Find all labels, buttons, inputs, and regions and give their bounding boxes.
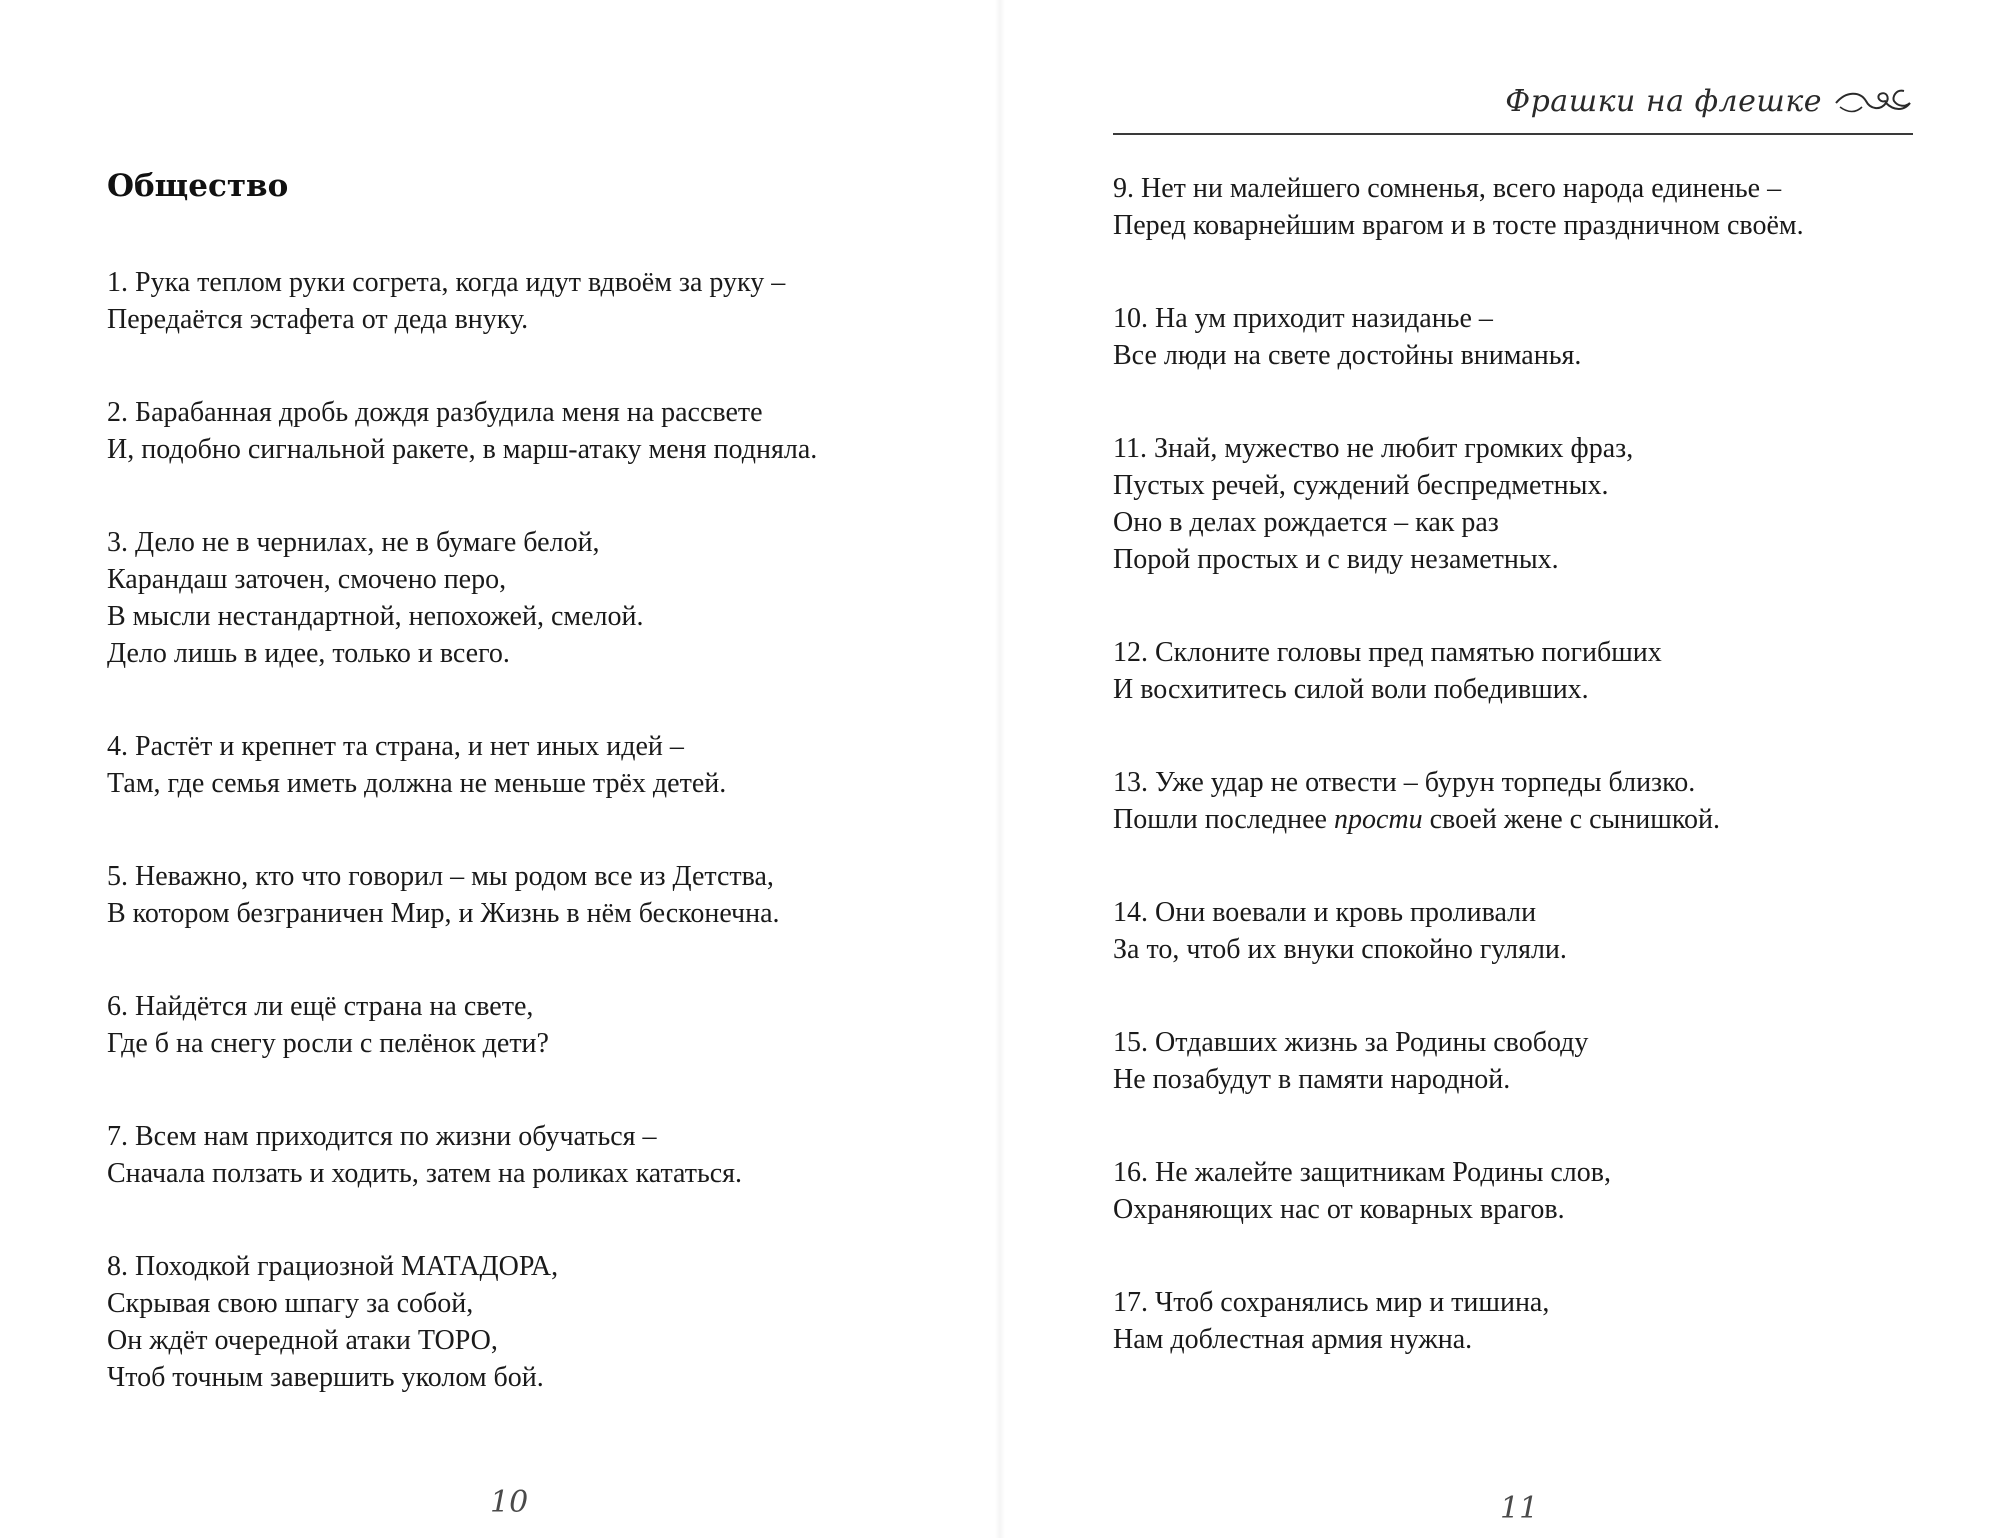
verse	[1113, 1284, 1973, 1358]
verse-line: Все люди на свете достойны вниманья.	[1113, 340, 1582, 371]
verse	[107, 728, 967, 802]
verse	[107, 858, 967, 932]
running-head	[1505, 84, 1914, 119]
verse-line: 14. Они воевали и кровь проливали	[1113, 897, 1537, 928]
verse-line: Оно в делах рождается – как раз	[1113, 507, 1499, 538]
page-number-left: 10	[490, 1485, 529, 1520]
verse-line: В котором безграничен Мир, и Жизнь в нём бесконечна.	[107, 898, 780, 929]
verse	[107, 264, 967, 338]
verse-line: Пустых речей, суждений беспредметных.	[1113, 470, 1609, 501]
verse	[1113, 894, 1973, 968]
verse	[1113, 764, 1973, 838]
page-number-right: 11	[1500, 1491, 1539, 1526]
verse-list-left	[107, 264, 967, 1452]
verse-line: Карандаш заточен, смочено перо,	[107, 564, 507, 595]
verse-line: Не позабудут в памяти народной.	[1113, 1064, 1511, 1095]
right-page	[1000, 0, 2000, 1538]
verse-line: 7. Всем нам приходится по жизни обучаться –	[107, 1121, 657, 1152]
flourish-icon	[1834, 85, 1914, 119]
verse-line: 5. Неважно, кто что говорил – мы родом все из Детства,	[107, 861, 774, 892]
verse-line: Скрывая свою шпагу за собой,	[107, 1288, 474, 1319]
verse-line: Передаётся эстафета от деда внуку.	[107, 304, 529, 335]
running-head-title: Фрашки на флешке	[1505, 84, 1822, 119]
verse-line: Охраняющих нас от коварных врагов.	[1113, 1194, 1565, 1225]
verse-line: 13. Уже удар не отвести – бурун торпеды близко.	[1113, 767, 1696, 798]
verse-line: 16. Не жалейте защитникам Родины слов,	[1113, 1157, 1611, 1188]
verse-line: Дело лишь в идее, только и всего.	[107, 638, 510, 669]
verse	[1113, 1154, 1973, 1228]
verse-text: своей жене с сынишкой.	[1429, 804, 1721, 835]
verse	[1113, 300, 1973, 374]
verse-line: За то, чтоб их внуки спокойно гуляли.	[1113, 934, 1567, 965]
verse	[107, 988, 967, 1062]
verse-text: Пошли последнее	[1113, 804, 1327, 835]
verse-line: 12. Склоните головы пред памятью погибших	[1113, 637, 1662, 668]
verse-line: 1. Рука теплом руки согрета, когда идут вдвоём за руку –	[107, 267, 786, 298]
verse-line	[1113, 801, 1973, 838]
verse-line: 4. Растёт и крепнет та страна, и нет иных идей –	[107, 731, 684, 762]
verse-line: Чтоб точным завершить уколом бой.	[107, 1362, 544, 1393]
verse	[1113, 170, 1973, 244]
verse-line: 2. Барабанная дробь дождя разбудила меня на рассвете	[107, 397, 763, 428]
verse-line: 11. Знай, мужество не любит громких фраз,	[1113, 433, 1634, 464]
verse	[1113, 430, 1973, 578]
verse-line: 8. Походкой грациозной МАТАДОРА,	[107, 1251, 559, 1282]
verse-list-right	[1113, 170, 1973, 1414]
section-title: Общество	[107, 168, 289, 204]
verse-line: Сначала ползать и ходить, затем на роликах кататься.	[107, 1158, 743, 1189]
verse-line: 10. На ум приходит назиданье –	[1113, 303, 1493, 334]
verse-line: 3. Дело не в чернилах, не в бумаге белой,	[107, 527, 600, 558]
verse-line: Порой простых и с виду незаметных.	[1113, 544, 1559, 575]
verse-line: 6. Найдётся ли ещё страна на свете,	[107, 991, 534, 1022]
header-rule	[1113, 133, 1913, 135]
verse	[107, 1118, 967, 1192]
verse-line: 9. Нет ни малейшего сомненья, всего народа единенье –	[1113, 173, 1782, 204]
verse-line: Он ждёт очередной атаки ТОРО,	[107, 1325, 498, 1356]
verse	[107, 1248, 967, 1396]
verse-line: И восхититесь силой воли победивших.	[1113, 674, 1589, 705]
verse-line: 17. Чтоб сохранялись мир и тишина,	[1113, 1287, 1550, 1318]
emphasized-word: прости	[1333, 804, 1423, 835]
verse-line: Там, где семья иметь должна не меньше трёх детей.	[107, 768, 727, 799]
verse-line: Где б на снегу росли с пелёнок дети?	[107, 1028, 549, 1059]
verse-line: 15. Отдавших жизнь за Родины свободу	[1113, 1027, 1589, 1058]
verse-line: Нам доблестная армия нужна.	[1113, 1324, 1473, 1355]
verse	[1113, 634, 1973, 708]
verse-line: И, подобно сигнальной ракете, в марш-атаку меня подняла.	[107, 434, 818, 465]
verse-line: В мысли нестандартной, непохожей, смелой.	[107, 601, 644, 632]
verse-line: Перед коварнейшим врагом и в тосте праздничном своём.	[1113, 210, 1804, 241]
verse	[107, 394, 967, 468]
verse	[1113, 1024, 1973, 1098]
verse	[107, 524, 967, 672]
